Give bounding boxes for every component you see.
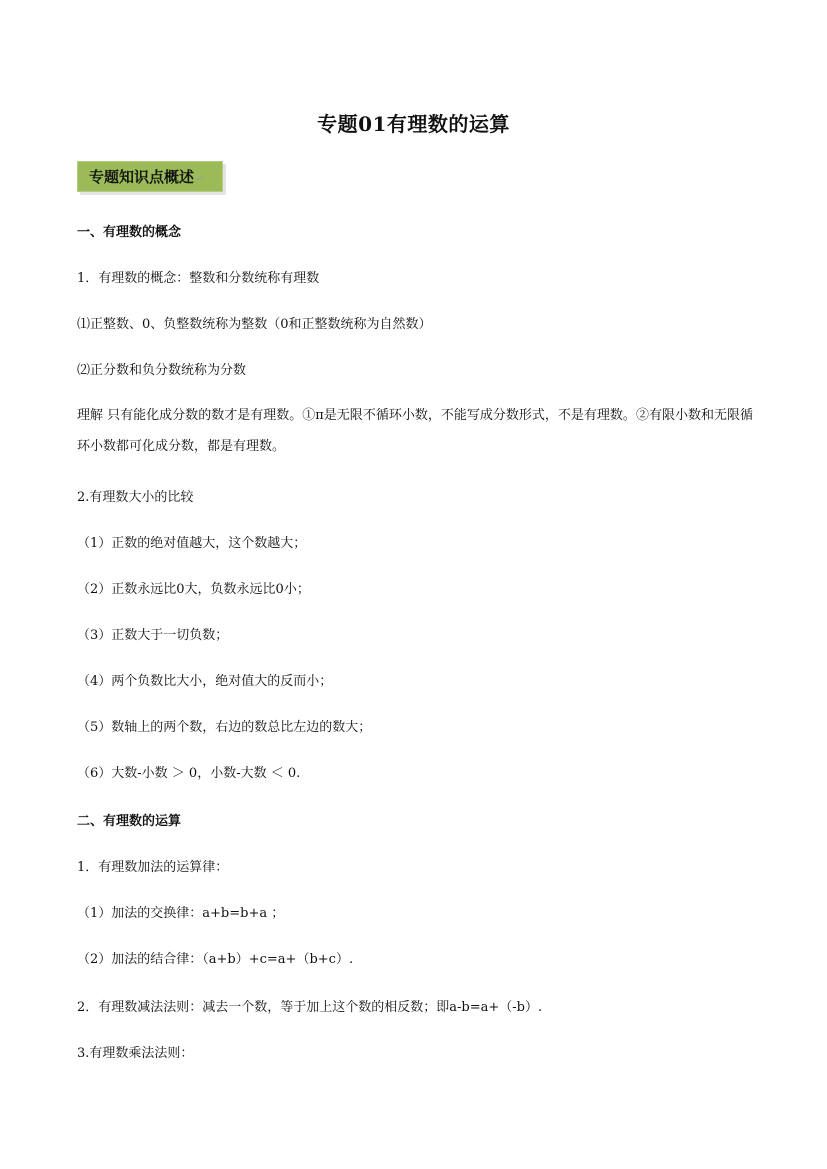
comparison-item: （4）两个负数比大小，绝对值大的反而小；	[77, 674, 333, 689]
document-title: 专题01有理数的运算	[317, 112, 510, 136]
comparison-item: （2）正数永远比0大，负数永远比0小；	[77, 582, 310, 597]
addition-commutative-law: （1）加法的交换律：a+b=b+a ；	[77, 906, 285, 921]
subtraction-rule: 2．有理数减法法则：减去一个数，等于加上这个数的相反数；即a-b=a+（-b）.	[77, 1000, 543, 1015]
banner-label: 专题知识点概述	[89, 168, 195, 186]
addition-laws-heading: 1．有理数加法的运算律：	[77, 860, 229, 875]
section-heading-operations: 二、有理数的运算	[77, 814, 182, 829]
addition-associative-law: （2）加法的结合律：（a+b）+c=a+（b+c）.	[77, 952, 354, 967]
comparison-item: （3）正数大于一切负数；	[77, 628, 229, 643]
concept-understanding-paragraph: 理解 只有能化成分数的数才是有理数。①π是无限不循环小数，不能写成分数形式，不是有理数。②有限小数和无限循环小数都可化成分数，都是有理数。	[77, 408, 753, 454]
multiplication-rule-heading: 3.有理数乘法法则：	[77, 1046, 194, 1061]
comparison-heading: 2.有理数大小的比较	[77, 490, 194, 505]
comparison-item: （1）正数的绝对值越大，这个数越大；	[77, 536, 307, 551]
section-heading-concept: 一、有理数的概念	[77, 225, 182, 240]
banner-label-wrap	[89, 166, 204, 187]
comparison-item: （6）大数-小数 ＞ 0，小数-大数 ＜ 0.	[77, 766, 301, 781]
comparison-item: （5）数轴上的两个数，右边的数总比左边的数大；	[77, 720, 372, 735]
concept-integers: ⑴正整数、0、负整数统称为整数（0和正整数统称为自然数）	[77, 317, 432, 332]
concept-definition: 1．有理数的概念：整数和分数统称有理数	[77, 271, 320, 286]
concept-fractions: ⑵正分数和负分数统称为分数	[77, 363, 247, 378]
paragraph-mark-icon: ↵	[195, 172, 205, 185]
section-banner	[77, 161, 223, 192]
